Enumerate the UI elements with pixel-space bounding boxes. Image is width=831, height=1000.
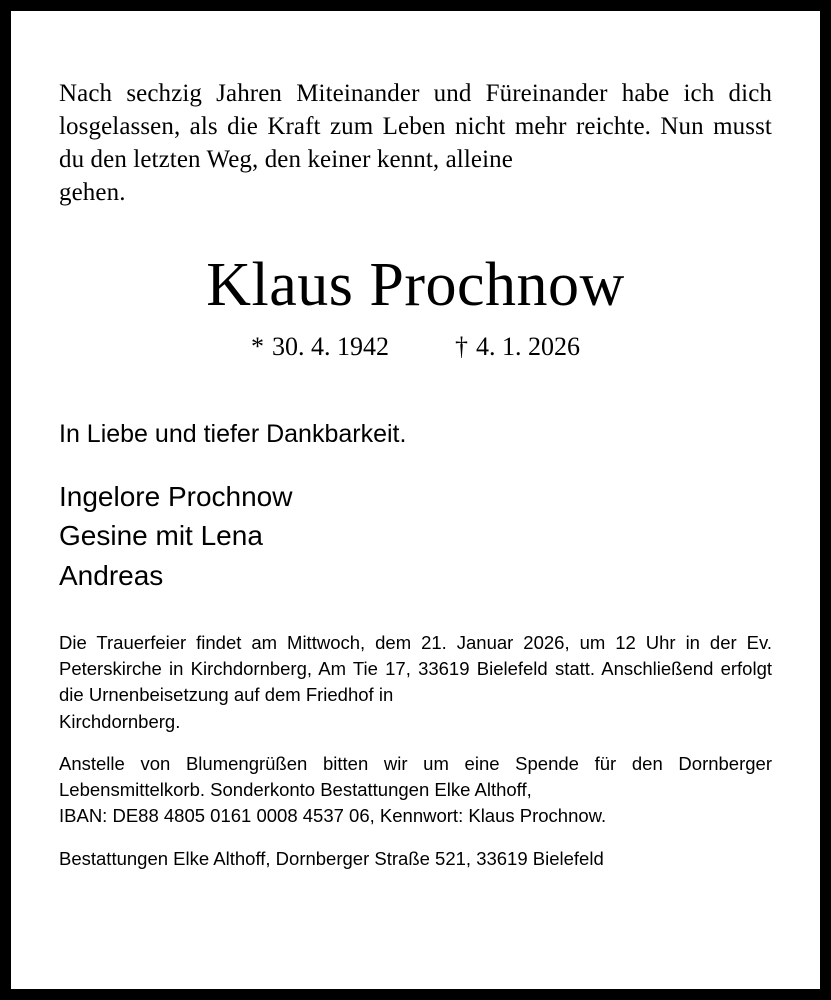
verse-line-4: gehen. bbox=[59, 179, 126, 206]
survivor-item: Andreas bbox=[59, 560, 164, 592]
death-date-value: 4. 1. 2026 bbox=[476, 332, 580, 362]
ceremony-line-2: in der Ev. Peterskirche in Kirchdornberg, Am Tie 17, 33619 Bielefeld bbox=[59, 631, 772, 680]
birth-star-icon: * bbox=[251, 332, 264, 362]
donation-line-3: IBAN: DE88 4805 0161 0008 4537 06, Kennwort: Klaus Prochnow. bbox=[59, 805, 607, 827]
life-dates bbox=[59, 332, 772, 362]
birth-date bbox=[251, 332, 389, 362]
thanks-line: In Liebe und tiefer Dankbarkeit. bbox=[59, 420, 407, 449]
funeral-home-line: Bestattungen Elke Althoff, Dornberger Straße 521, 33619 Bielefeld bbox=[59, 847, 604, 869]
ceremony-line-3: statt. Anschließend erfolgt die Urnenbeisetzung auf dem Friedhof in bbox=[59, 658, 773, 706]
verse-line-2: dich losgelassen, als die Kraft zum Leben nicht mehr reichte. bbox=[59, 80, 772, 140]
obituary-content bbox=[11, 11, 820, 989]
deceased-name: Klaus Prochnow bbox=[206, 251, 625, 319]
donation-line-1: Anstelle von Blumengrüßen bitten wir um eine Spende für den bbox=[59, 752, 663, 774]
ceremony-line-4: Kirchdornberg. bbox=[59, 710, 181, 732]
death-date bbox=[455, 332, 580, 362]
memorial-verse bbox=[59, 77, 772, 209]
service-details bbox=[59, 630, 772, 830]
donation-line-2: Dornberger Lebensmittelkorb. Sonderkonto Bestattungen Elke Althoff, bbox=[59, 752, 772, 801]
survivor-item: Gesine mit Lena bbox=[59, 520, 263, 552]
deceased-name-block bbox=[59, 253, 772, 362]
survivors-list bbox=[59, 477, 772, 596]
cross-icon: † bbox=[455, 332, 468, 362]
verse-line-1: Nach sechzig Jahren Miteinander und Füreinander habe ich bbox=[59, 80, 715, 107]
verse-line-3: Nun musst du den letzten Weg, den keiner kennt, alleine bbox=[59, 113, 772, 173]
birth-date-value: 30. 4. 1942 bbox=[272, 332, 389, 362]
ceremony-paragraph bbox=[59, 630, 772, 735]
survivor-item: Ingelore Prochnow bbox=[59, 480, 293, 512]
donation-paragraph bbox=[59, 751, 772, 830]
ceremony-line-1: Die Trauerfeier findet am Mittwoch, dem 21. Januar 2026, um 12 Uhr bbox=[59, 631, 676, 653]
